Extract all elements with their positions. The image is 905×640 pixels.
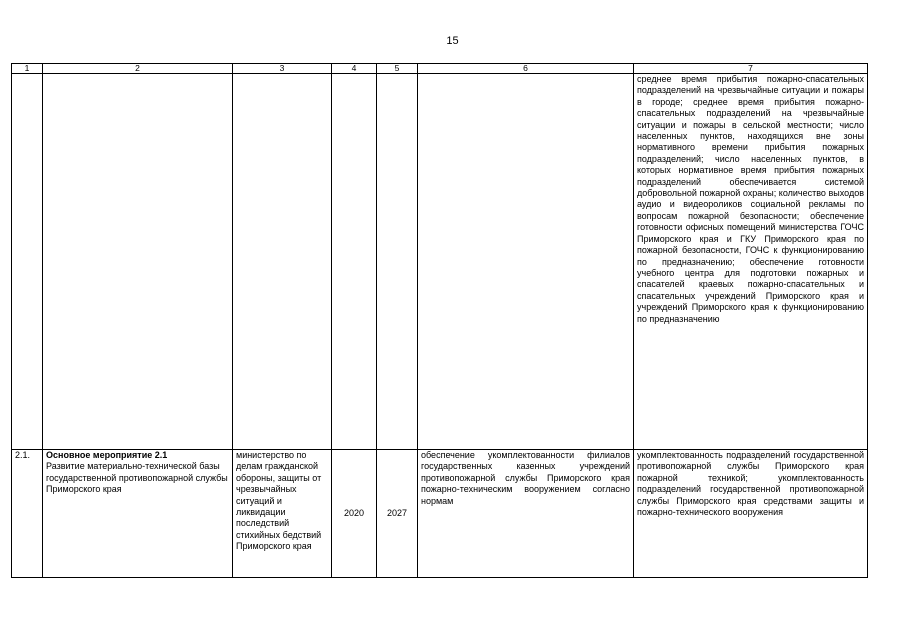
table-row-continuation (12, 74, 868, 450)
row-number-cell: 2.1. (12, 450, 43, 578)
header-cell-4: 4 (332, 64, 377, 74)
header-cell-1: 1 (12, 64, 43, 74)
header-cell-6: 6 (418, 64, 634, 74)
executor-cell: министерство по делам гражданской обороны, защиты от чрезвычайных ситуаций и ликвидации последствий стихийных бедствий Приморского края (233, 450, 332, 578)
cell-empty (377, 74, 418, 450)
program-table (11, 63, 868, 578)
year-start-cell: 2020 (332, 450, 377, 578)
table-header-row (12, 64, 868, 74)
result-cell: обеспечение укомплектованности филиалов государственных казенных учреждений противопожарной службы Приморского края пожарно-техническим вооружением согласно нормам (418, 450, 634, 578)
header-cell-3: 3 (233, 64, 332, 74)
header-cell-2: 2 (43, 64, 233, 74)
activity-title: Основное мероприятие 2.1 (46, 450, 168, 460)
header-cell-5: 5 (377, 64, 418, 74)
cell-empty (332, 74, 377, 450)
activity-cell (43, 450, 233, 578)
indicators-cell: укомплектованность подразделений государственной противопожарной службы Приморского края пожарной техникой; укомплектованность подразделений государственной противопожарной службы Приморского края средствами защиты и пожарно-технического вооружения (634, 450, 868, 578)
table-row-2-1 (12, 450, 868, 578)
indicators-continuation-cell: среднее время прибытия пожарно-спасательных подразделений на чрезвычайные ситуации и пожары в городе; среднее время прибытия пожарно-спасательных подразделений на чрезвычайные ситуации и пожары в сельской местности; число населенных пунктов, находящихся вне зоны нормативного времени прибытия пожарных подразделений; число населенных пунктов, в которых нормативное время прибытия пожарных подразделений обеспечивается системой добровольной пожарной охраны; количество выходов аудио и видеороликов социальной рекламы по вопросам пожарной безопасности; обеспечение готовности офисных помещений министерства ГОЧС Приморского края и ГКУ Приморского края по пожарной безопасности, ГОЧС к функционированию по предназначению; обеспечение готовности учебного центра для подготовки пожарных и спасателей краевых пожарно-спасательных и спасательных учреждений Приморского края и учреждений Приморского края к функционированию по предназначению (634, 74, 868, 450)
page-number: 15 (446, 35, 459, 47)
cell-empty (233, 74, 332, 450)
header-cell-7: 7 (634, 64, 868, 74)
cell-empty (43, 74, 233, 450)
cell-empty (418, 74, 634, 450)
activity-description: Развитие материально-технической базы государственной противопожарной службы Приморского края (46, 461, 228, 495)
cell-empty (12, 74, 43, 450)
year-end-cell: 2027 (377, 450, 418, 578)
